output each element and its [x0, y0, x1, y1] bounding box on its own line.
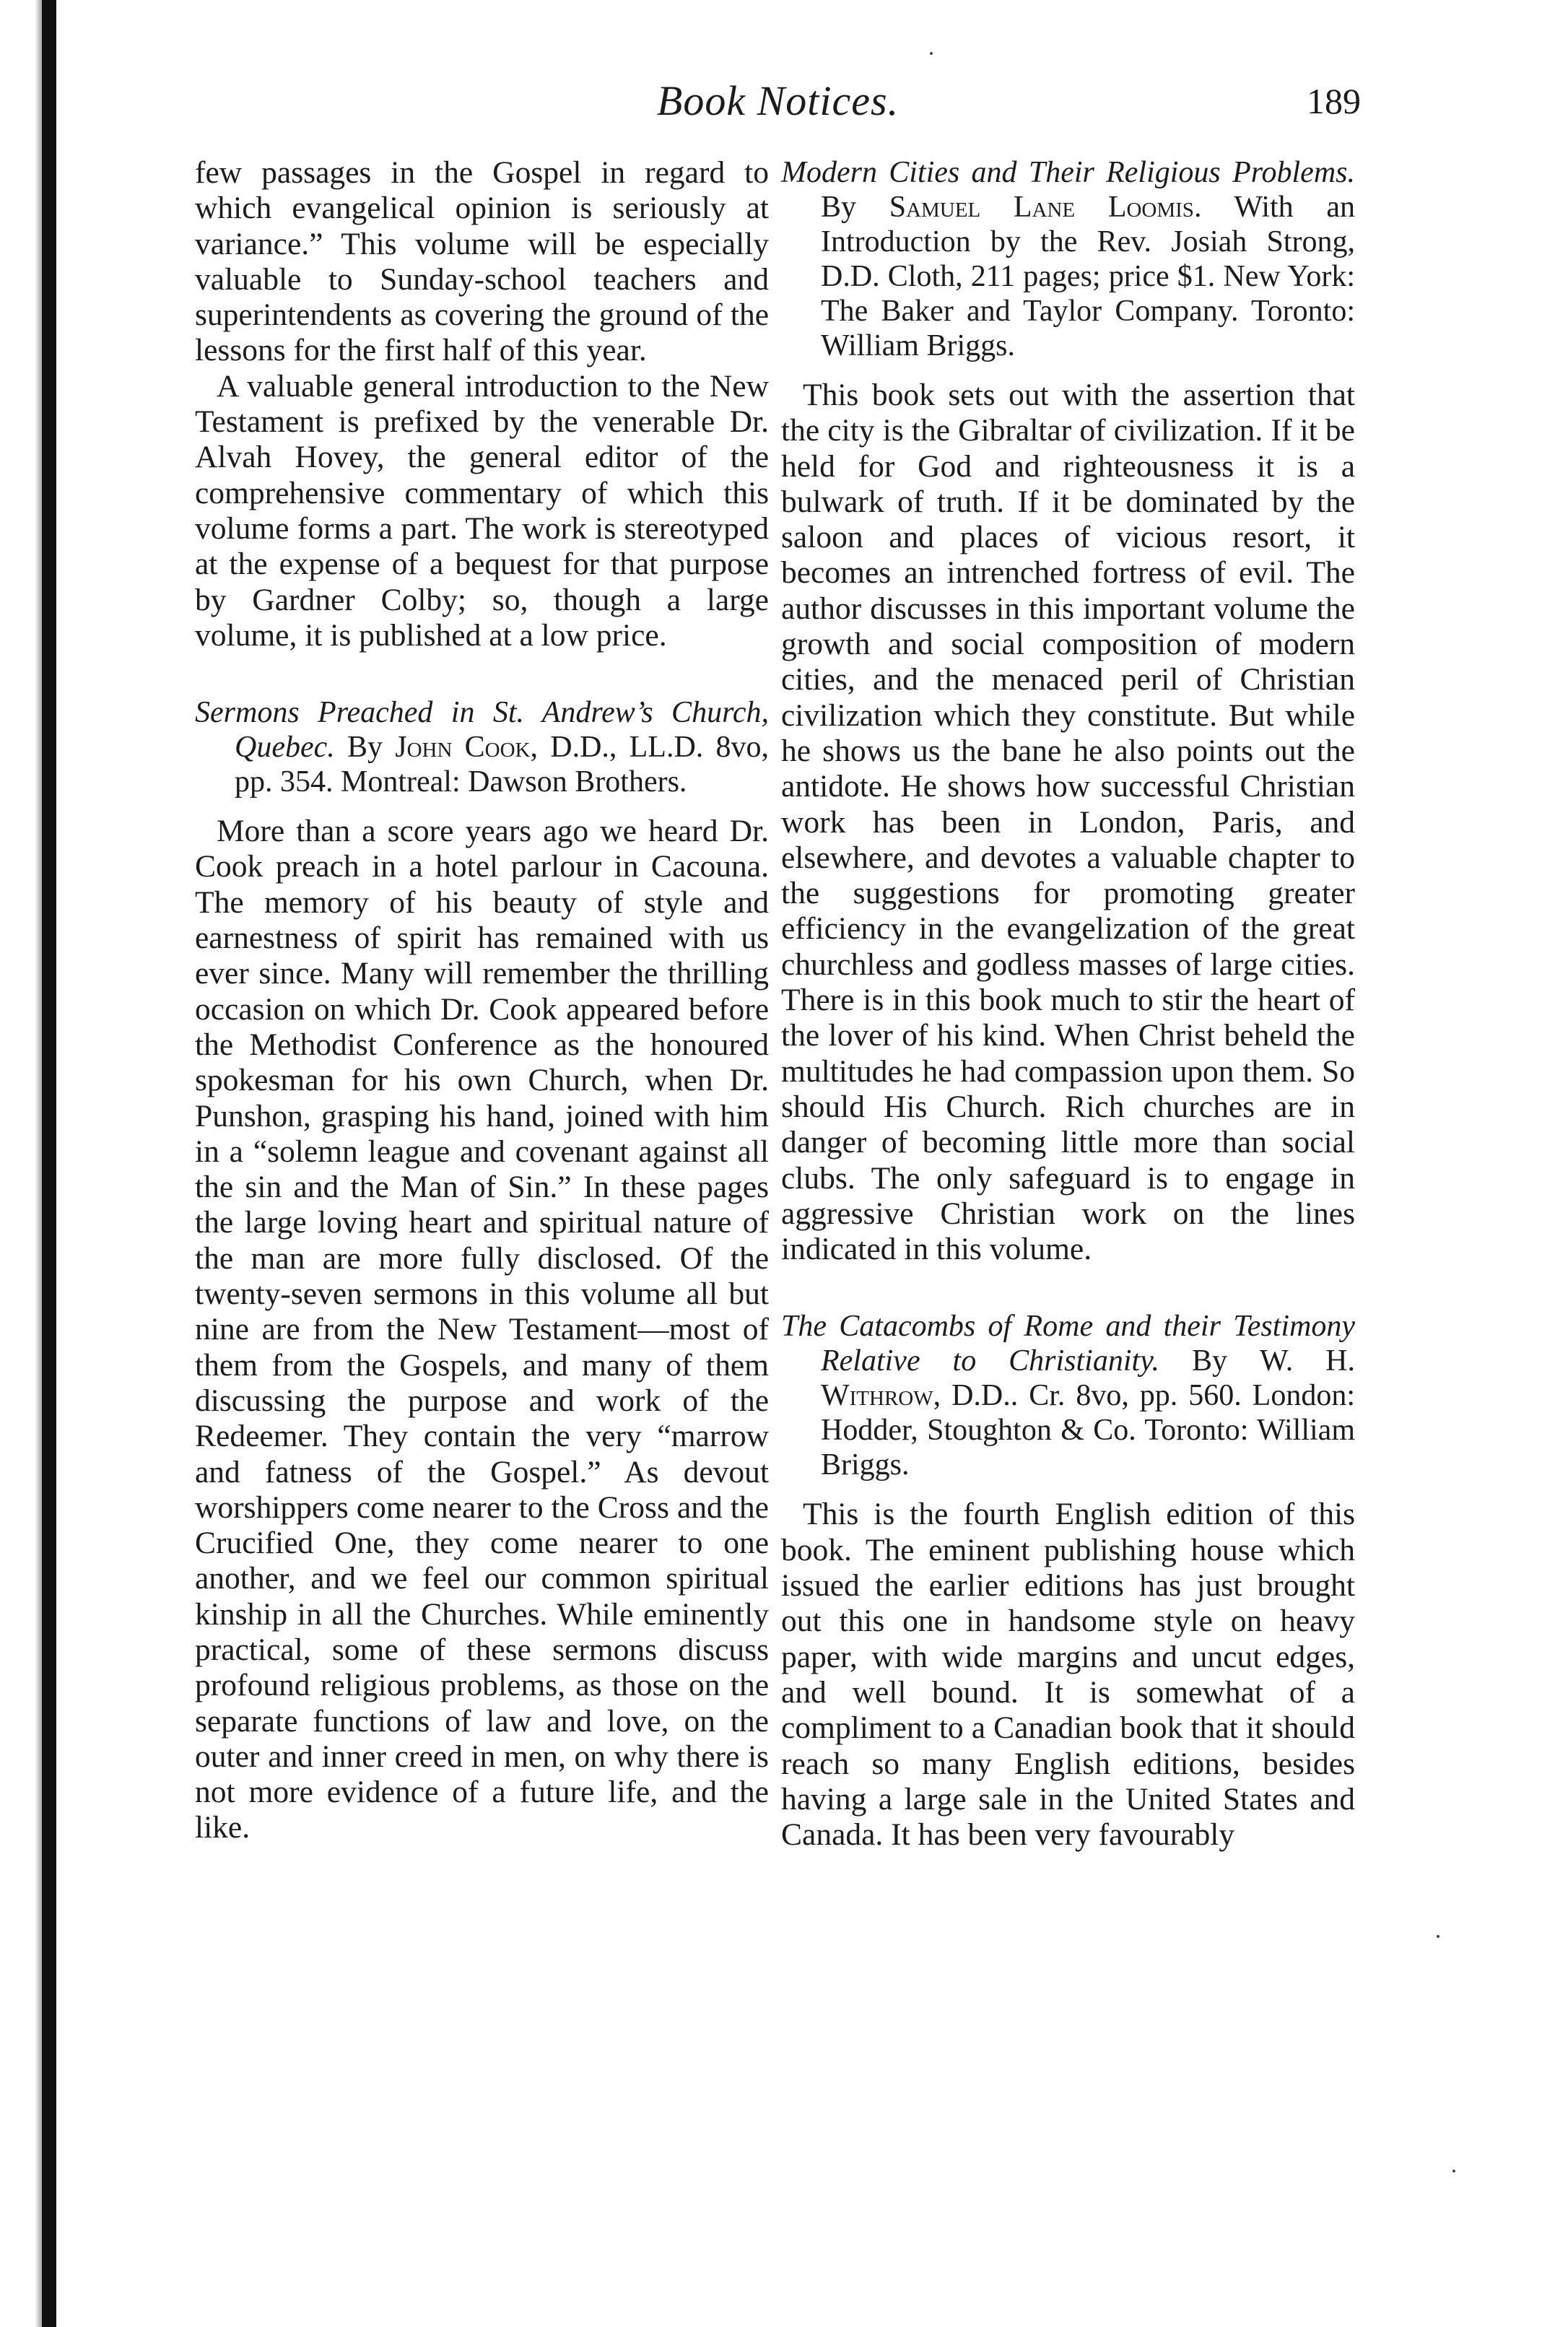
paragraph-continuation: few passages in the Gospel in regard to which evangelical opinion is seriously at variance.” This volume will be especially valuable to Sunday-school teachers and superintendents as covering the ground of the lessons for the first half of this year.	[195, 155, 769, 368]
book-notice-heading-catacombs: The Catacombs of Rome and their Testimony Relative to Christianity. By W. H. Withrow, D.D.. Cr. 8vo, pp. 560. London: Hodder, Stoughton & Co. Toronto: William Briggs.	[781, 1310, 1355, 1482]
print-speck	[1452, 2170, 1455, 2172]
book-title: The Catacombs of Rome and their Testimony Relative to Christianity.	[781, 1310, 1355, 1378]
book-title: Modern Cities and Their Religious Problems.	[781, 156, 1355, 189]
by-word: By	[1191, 1344, 1227, 1378]
book-details: D.D., LL.D. 8vo, pp. 354. Montreal: Dawson Brothers.	[235, 731, 770, 799]
review-text-sermons: More than a score years ago we heard Dr. Cook preach in a hotel parlour in Cacouna. The memory of his beauty of style and earnestness of spirit has remained with us ever since. Many will remember the thrilling occasion on which Dr. Cook appeared before the Methodist Conference as the honoured spokesman for his own Church, when Dr. Punshon, grasping his hand, joined with him in a “solemn league and covenant against all the sin and the Man of Sin.” In these pages the large loving heart and spiritual nature of the man are more fully disclosed. Of the twenty-seven sermons in this volume all but nine are from the New Testament—most of them from the Gospels, and many of them discussing the purpose and work of the Redeemer. They contain the very “marrow and fatness of the Gospel.” As devout worshippers come nearer to the Cross and the Crucified One, they come nearer to one another, and we feel our common spiritual kinship in all the Churches. While eminently practical, some of these sermons discuss profound religious problems, as those on the separate functions of law and love, on the outer and inner creed in men, on why there is not more evidence of a future life, and the like.	[195, 814, 769, 1845]
review-text-catacombs: This is the fourth English edition of this book. The eminent publishing house which issued the earlier editions has just brought out this one in handsome style on heavy paper, with wide margins and uncut edges, and well bound. It is somewhat of a compliment to a Canadian book that it should reach so many English editions, besides having a large sale in the United States and Canada. It has been very favourably	[781, 1497, 1355, 1853]
page-binding-edge	[42, 0, 56, 2327]
running-title: Book Notices.	[656, 77, 900, 124]
by-word: By	[347, 731, 383, 765]
running-head	[195, 72, 1361, 130]
book-notice-heading-sermons: Sermons Preached in St. Andrew’s Church, Quebec. By John Cook, D.D., LL.D. 8vo, pp. 354. Montreal: Dawson Brothers.	[195, 696, 770, 799]
page-number: 189	[1307, 81, 1361, 121]
by-word: By	[821, 191, 857, 224]
print-speck	[930, 52, 933, 55]
review-text-cities: This book sets out with the assertion that the city is the Gibraltar of civilization. If it be held for God and righteousness it is a bulwark of truth. If it be dominated by the saloon and places of vicious resort, it becomes an intrenched fortress of evil. The author discusses in this important volume the growth and social composition of modern cities, and the menaced peril of Christian civilization which they constitute. But while he shows us the bane he also points out the antidote. He shows how successful Christian work has been in London, Paris, and elsewhere, and devotes a valuable chapter to the suggestions for promoting greater efficiency in the evangelization of the great churchless and godless masses of large cities. There is in this book much to stir the heart of the lover of his kind. When Christ beheld the multitudes he had compassion upon them. So should His Church. Rich churches are in danger of becoming little more than social clubs. The only safeguard is to engage in aggressive Christian work on the lines indicated in this volume.	[781, 378, 1355, 1267]
print-speck	[1437, 1935, 1439, 1938]
book-title: Sermons Preached in St. Andrew’s Church, Quebec.	[195, 696, 769, 765]
book-author: John Cook	[395, 731, 531, 765]
book-details: With an Introduction by the Rev. Josiah Strong, D.D. Cloth, 211 pages; price $1. New York: The Baker and Taylor Company. Toronto: William Briggs.	[821, 191, 1356, 362]
book-author: Samuel Lane Loomis	[889, 191, 1194, 224]
book-notice-heading-cities: Modern Cities and Their Religious Problems. By Samuel Lane Loomis. With an Introduction by the Rev. Josiah Strong, D.D. Cloth, 211 pages; price $1. New York: The Baker and Taylor Company. Toronto: William Briggs.	[781, 156, 1356, 362]
left-column	[195, 155, 769, 1846]
book-details: D.D.. Cr. 8vo, pp. 560. London: Hodder, Stoughton & Co. Toronto: William Briggs.	[821, 1379, 1355, 1482]
paragraph-introduction: A valuable general introduction to the New Testament is prefixed by the venerable Dr. Alvah Hovey, the general editor of the comprehensive commentary of which this volume forms a part. The work is stereotyped at the expense of a bequest for that purpose by Gardner Colby; so, though a large volume, it is published at a low price.	[195, 368, 769, 653]
book-author: W. H. Withrow	[821, 1344, 1355, 1413]
right-column	[781, 155, 1355, 1853]
